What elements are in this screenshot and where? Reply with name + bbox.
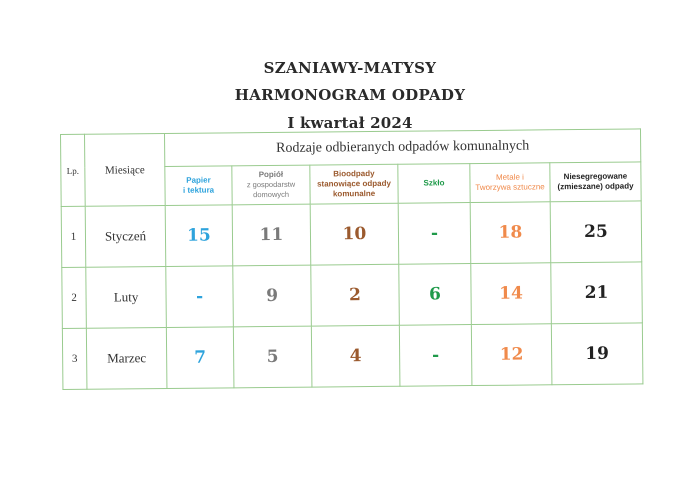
glass-date: - — [398, 203, 471, 265]
bio-date: 10 — [310, 203, 399, 265]
header-ash — [232, 165, 310, 205]
row-lp: 2 — [62, 267, 87, 328]
schedule-sheet — [60, 128, 642, 388]
ash-date: 9 — [233, 265, 312, 327]
row-lp: 1 — [61, 206, 86, 267]
glass-date: - — [399, 325, 472, 387]
metal-plastic-date: 18 — [470, 202, 551, 264]
header-paper-line1: Papier — [186, 175, 211, 185]
header-waste-types: Rodzaje odbieranych odpadów komunalnych — [164, 129, 640, 167]
location-title: SZANIAWY-MATYSY — [263, 59, 437, 77]
table-row — [62, 323, 643, 390]
schedule-title: HARMONOGRAM ODPADY — [234, 86, 466, 104]
metal-plastic-date: 12 — [471, 324, 552, 386]
mixed-date: 21 — [551, 262, 643, 324]
row-month: Luty — [86, 266, 167, 328]
header-ash-line1: Popiół — [258, 169, 284, 180]
ash-date: 11 — [232, 204, 311, 266]
bio-date: 2 — [311, 264, 400, 326]
header-metal-line2: Tworzywa sztuczne — [475, 182, 545, 193]
row-lp: 3 — [62, 328, 87, 389]
header-paper — [165, 166, 232, 206]
row-month: Marzec — [86, 327, 167, 389]
mixed-date: 25 — [550, 201, 642, 263]
header-month: Miesiące — [85, 133, 166, 206]
header-lp: Lp. — [61, 134, 86, 206]
row-month: Styczeń — [85, 205, 166, 267]
table-row — [61, 201, 642, 268]
header-bio-line1: Bioodpady — [333, 168, 375, 179]
header-metal-line1: Metale i — [495, 172, 524, 182]
header-mixed-line1: Niesegregowane — [563, 171, 628, 182]
schedule-table — [60, 128, 643, 390]
header-metal-plastic — [470, 163, 550, 203]
header-ash-sub: z gospodarstw domowych — [246, 179, 296, 200]
ash-date: 5 — [233, 326, 312, 388]
header-glass — [398, 164, 470, 204]
metal-plastic-date: 14 — [471, 263, 552, 325]
header-mixed-line2: (zmieszane) odpady — [557, 181, 634, 192]
mixed-date: 19 — [551, 323, 643, 385]
header-bio — [310, 164, 398, 204]
header-bio-line2: stanowiące odpady komunalne — [317, 178, 391, 199]
glass-date: 6 — [399, 264, 472, 326]
bio-date: 4 — [311, 325, 400, 387]
table-row — [62, 262, 643, 329]
header-glass-line1: Szkło — [423, 178, 445, 188]
header-paper-line2: i tektura — [182, 185, 215, 195]
header-mixed — [550, 162, 641, 202]
quarter-title: I kwartał 2024 — [287, 114, 413, 132]
paper-date: 15 — [165, 205, 233, 267]
paper-date: 7 — [166, 327, 234, 389]
paper-date: - — [166, 266, 234, 328]
